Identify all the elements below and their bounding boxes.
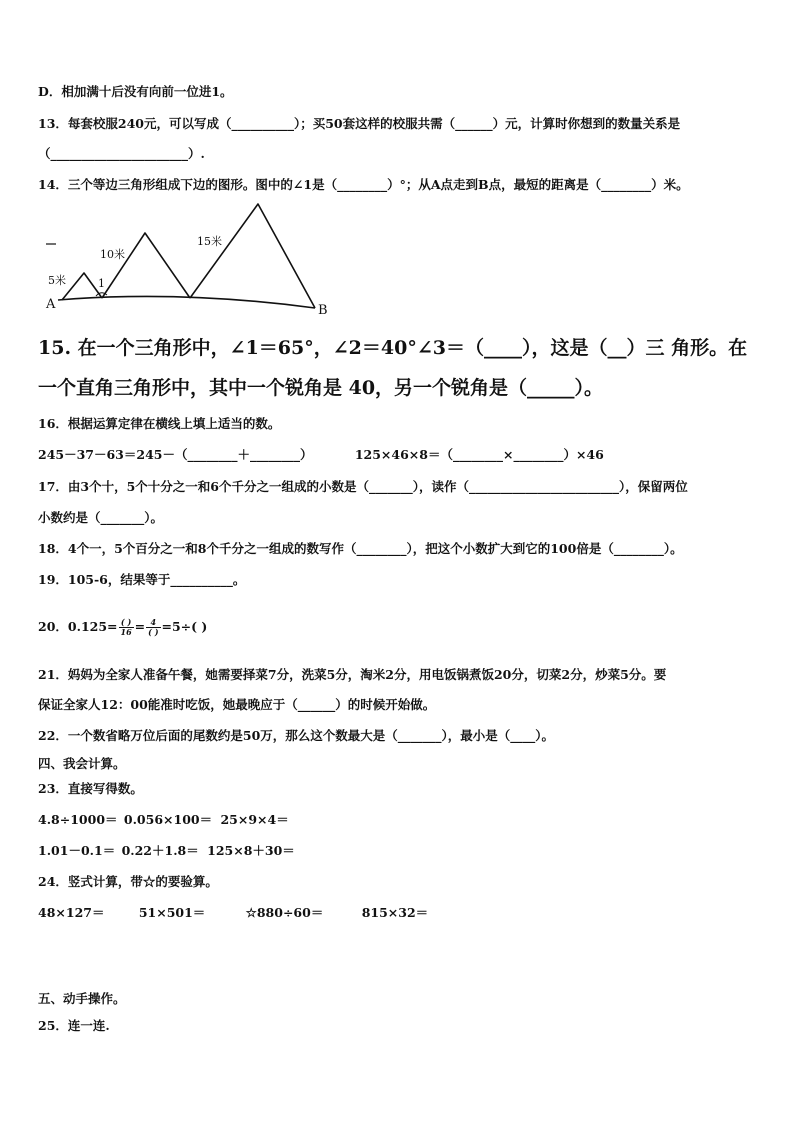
q23-item-4: 1.01－0.1＝	[38, 843, 116, 858]
q24-item-3: ☆880÷60＝	[245, 905, 324, 920]
question-21-cont: 保证全家人12：00能准时吃饭，她最晚应于（______）的时候开始做。	[38, 697, 436, 712]
q23-item-1: 4.8÷1000＝	[38, 812, 118, 827]
option-d: D．相加满十后没有向前一位进1。	[38, 84, 233, 99]
label-15m: 15米	[197, 235, 222, 248]
section-5-heading: 五、动手操作。	[38, 991, 126, 1006]
question-19: 19．105-6，结果等于__________。	[38, 572, 246, 587]
q24-item-4: 815×32＝	[361, 905, 429, 920]
question-20	[38, 618, 207, 637]
question-22: 22．一个数省略万位后面的尾数约是50万，那么这个数最大是（_______），最小是（____）。	[38, 728, 555, 743]
question-18: 18．4个一，5个百分之一和8个千分之一组成的数写作（________），把这个小数扩大到它的100倍是（________）。	[38, 541, 683, 556]
label-5m: 5米	[48, 274, 66, 287]
point-a-label: A	[46, 297, 56, 312]
label-10m: 10米	[100, 248, 125, 261]
q20-fraction-2	[146, 618, 160, 637]
q16-item-2: 125×46×8＝（________×________）×46	[354, 447, 604, 462]
q23-row-2	[38, 843, 295, 859]
q16-item-1: 245－37－63＝245－（________＋________）	[38, 447, 313, 462]
question-14: 14．三个等边三角形组成下边的图形。图中的∠1是（________）°；从A点走到B点，最短的距离是（________）米。	[38, 177, 689, 192]
angle-1-label: 1	[98, 277, 105, 290]
q20-frac2-numerator: 4	[146, 618, 160, 628]
q20-prefix: 20．0.125=	[38, 619, 118, 634]
question-16-items	[38, 447, 604, 463]
q24-items	[38, 905, 428, 921]
question-13: 13．每套校服240元，可以写成（__________）；买50套这样的校服共需（______）元，计算时你想到的数量关系是	[38, 116, 681, 131]
triangles-figure	[40, 200, 340, 318]
question-15-cont: 一个直角三角形中，其中一个锐角是 40，另一个锐角是（_____）。	[38, 377, 604, 399]
question-17-cont: 小数约是（_______）。	[38, 510, 164, 525]
q23-row-1	[38, 812, 289, 828]
point-b-label: B	[318, 303, 328, 318]
question-21: 21．妈妈为全家人准备午餐，她需要择菜7分，洗菜5分，淘米2分，用电饭锅煮饭20分，切菜2分，炒菜5分。要	[38, 667, 667, 682]
question-15: 15. 在一个三角形中，∠1＝65°，∠2＝40°∠3＝（____），这是（__）三 角形。在	[38, 337, 748, 359]
question-17: 17．由3个十，5个十分之一和6个千分之一组成的小数是（_______），读作（________________________），保留两位	[38, 479, 688, 494]
q20-fraction-1	[119, 618, 134, 637]
q20-frac2-denominator: ( )	[148, 627, 159, 637]
q23-item-2: 0.056×100＝	[123, 812, 213, 827]
question-16: 16．根据运算定律在横线上填上适当的数。	[38, 416, 281, 431]
q24-item-2: 51×501＝	[138, 905, 206, 920]
q20-suffix: =5÷( )	[161, 619, 208, 634]
question-24: 24．竖式计算，带☆的要验算。	[38, 874, 218, 889]
q23-item-5: 0.22＋1.8＝	[121, 843, 199, 858]
q23-item-3: 25×9×4＝	[220, 812, 289, 827]
q23-item-6: 125×8＋30＝	[207, 843, 295, 858]
q20-frac1-numerator: ( )	[119, 618, 134, 628]
section-4-heading: 四、我会计算。	[38, 756, 126, 771]
q20-frac1-denominator: 16	[120, 627, 132, 637]
question-23: 23．直接写得数。	[38, 781, 143, 796]
question-13-cont: （______________________）.	[38, 146, 205, 161]
question-25: 25．连一连.	[38, 1018, 110, 1033]
q20-equals: =	[134, 619, 146, 634]
q24-item-1: 48×127＝	[38, 905, 105, 920]
